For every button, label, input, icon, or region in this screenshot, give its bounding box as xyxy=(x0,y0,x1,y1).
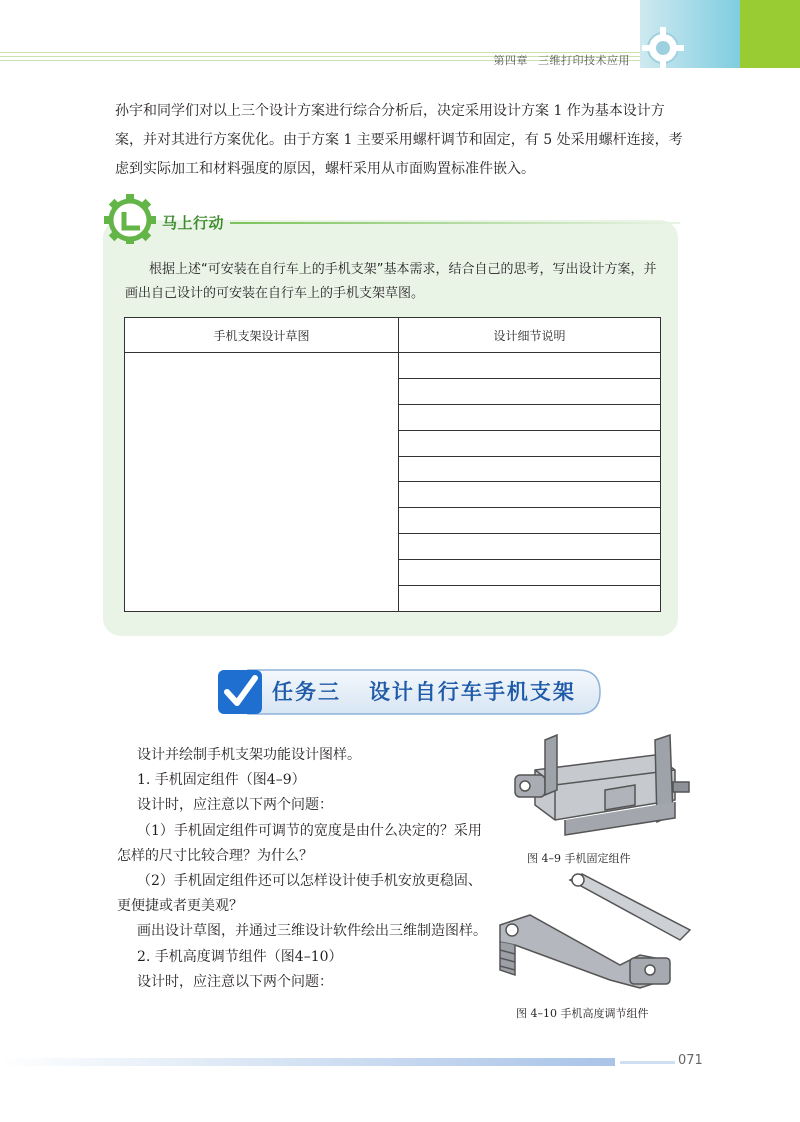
detail-row[interactable] xyxy=(399,586,661,612)
chapter-title: 三维打印技术应用 xyxy=(538,54,630,67)
phone-clamp-figure xyxy=(505,730,705,840)
detail-row[interactable] xyxy=(399,560,661,586)
detail-row[interactable] xyxy=(399,456,661,482)
figure-caption: 图 4–9 手机固定组件 xyxy=(527,852,631,865)
task-label: 任务三 xyxy=(272,680,341,704)
body-paragraph: 设计时，应注意以下两个问题： xyxy=(137,973,333,990)
body-paragraph: （1）手机固定组件可调节的宽度是由什么决定的？采用怎样的尺寸比较合理？为什么？ xyxy=(117,822,482,864)
detail-row[interactable] xyxy=(399,378,661,404)
detail-row[interactable] xyxy=(399,534,661,560)
detail-row[interactable] xyxy=(399,508,661,534)
footer-bar-small xyxy=(620,1061,675,1064)
design-table xyxy=(124,317,661,612)
table-header-sketch: 手机支架设计草图 xyxy=(125,318,399,353)
action-text: 根据上述“可安装在自行车上的手机支架”基本需求，结合自己的思考，写出设计方案，并画出自己设计的可安装在自行车上的手机支架草图。 xyxy=(125,262,657,301)
sketch-area[interactable] xyxy=(125,353,399,612)
action-title: 马上行动 xyxy=(162,214,225,232)
detail-row[interactable] xyxy=(399,353,661,379)
body-paragraph: （2）手机固定组件还可以怎样设计使手机安放更稳固、更便捷或者更美观？ xyxy=(117,873,482,915)
height-adjuster-figure xyxy=(490,870,700,995)
body-paragraph: 1. 手机固定组件（图4–9） xyxy=(137,772,306,789)
detail-row[interactable] xyxy=(399,430,661,456)
body-text xyxy=(117,743,487,995)
footer-bar xyxy=(0,1058,615,1066)
body-paragraph: 设计并绘制手机支架功能设计图样。 xyxy=(137,747,361,763)
table-header-details: 设计细节说明 xyxy=(399,318,661,353)
body-paragraph: 2. 手机高度调节组件（图4–10） xyxy=(137,948,343,965)
detail-row[interactable] xyxy=(399,404,661,430)
chapter-label: 第四章 xyxy=(493,54,528,67)
action-divider xyxy=(230,222,680,224)
body-paragraph: 设计时，应注意以下两个问题： xyxy=(137,797,333,814)
intro-paragraph: 孙宇和同学们对以上三个设计方案进行综合分析后，决定采用设计方案 1 作为基本设计方案，并对其进行方案优化。由于方案 1 主要采用螺杆调节和固定，有 5 处采用螺杆连接，考虑到实际加工和材料强度的原因，螺杆采用从市面购置标准件嵌入。 xyxy=(115,103,683,177)
action-gear-icon xyxy=(102,194,402,244)
gear-icon xyxy=(640,25,686,71)
figure-caption: 图 4–10 手机高度调节组件 xyxy=(516,1007,649,1020)
detail-row[interactable] xyxy=(399,482,661,508)
running-head xyxy=(494,52,631,68)
body-paragraph: 画出设计草图，并通过三维设计软件绘出三维制造图样。 xyxy=(137,923,487,940)
task-heading xyxy=(272,676,576,706)
page-number: 071 xyxy=(678,1053,703,1068)
task-title: 设计自行车手机支架 xyxy=(368,680,576,704)
